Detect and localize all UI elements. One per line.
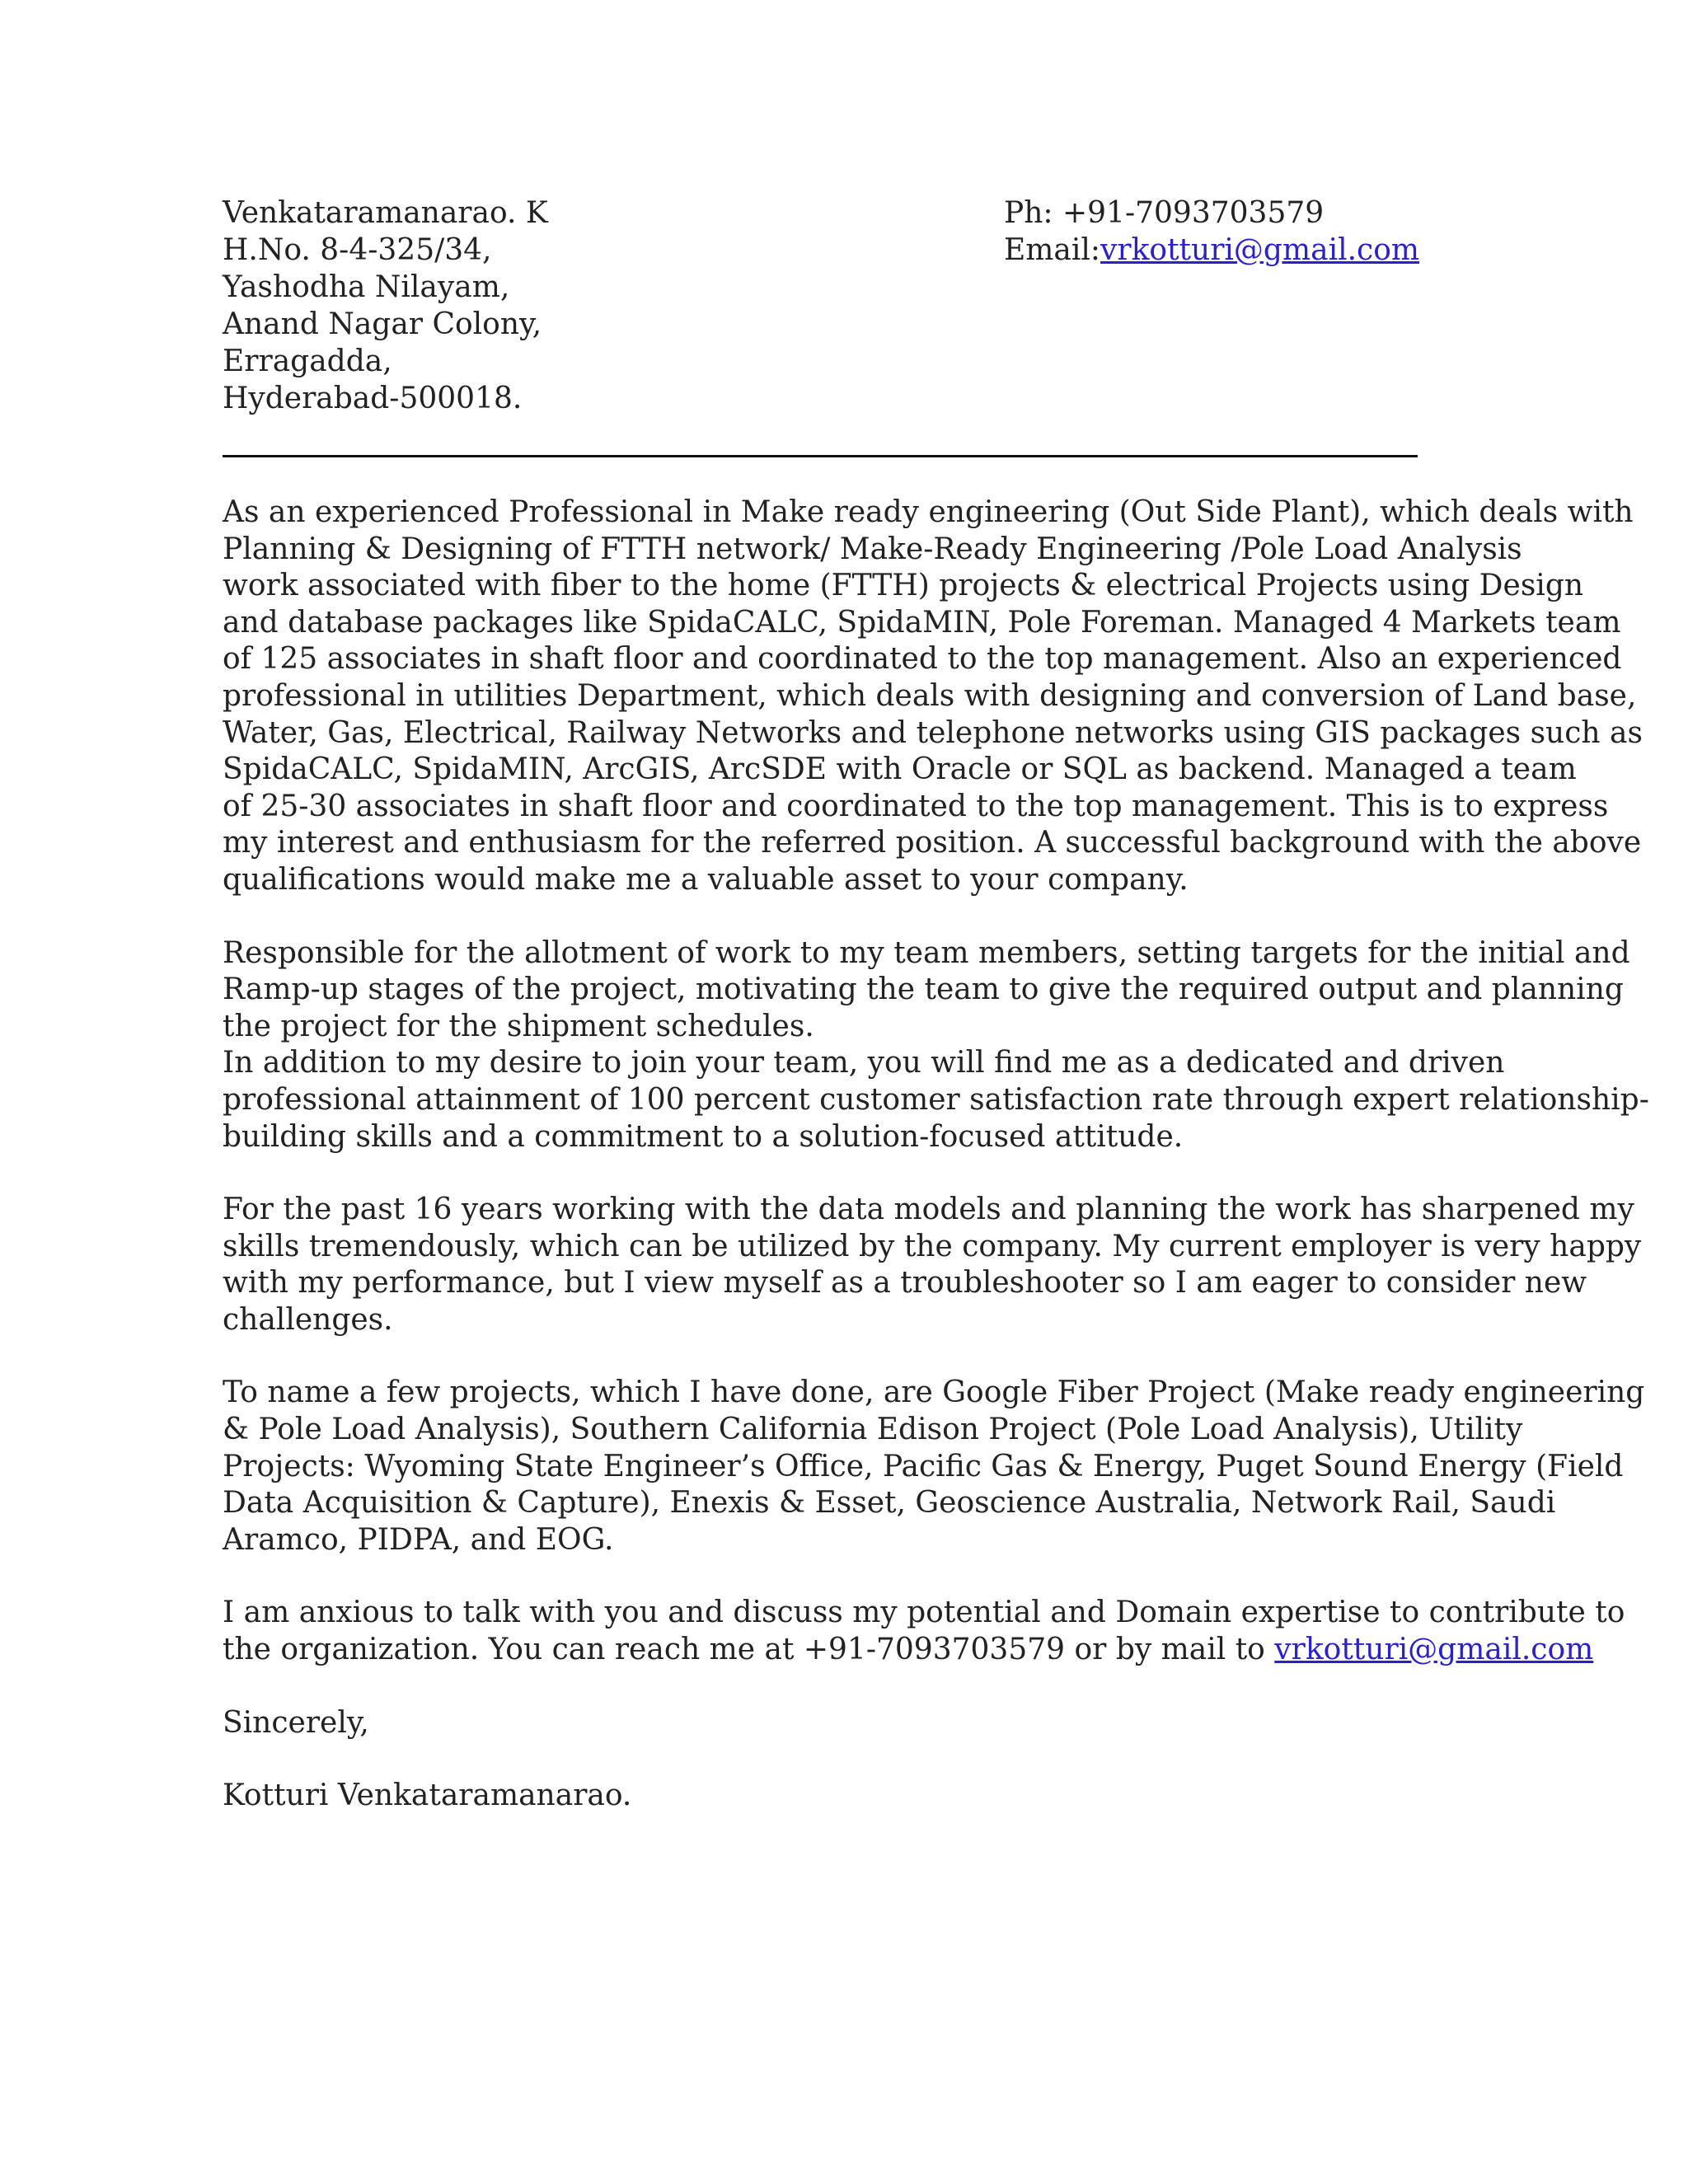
text-line: my interest and enthusiasm for the referred position. A successful background with the above	[223, 826, 1642, 860]
text-line	[223, 1632, 1594, 1669]
address-line: Anand Nagar Colony,	[223, 307, 542, 341]
text-line: and database packages like SpidaCALC, SpidaMIN, Pole Foreman. Managed 4 Markets team	[223, 605, 1621, 640]
phone-number: Ph: +91-7093703579	[1004, 196, 1325, 230]
text-line: the project for the shipment schedules.	[223, 1009, 814, 1043]
text-line: professional attainment of 100 percent customer satisfaction rate through expert relationship-	[223, 1082, 1649, 1117]
address-line: Venkataramanarao. K	[223, 196, 548, 230]
text-line: To name a few projects, which I have done, are Google Fiber Project (Make ready engineering	[223, 1376, 1645, 1410]
text-line: For the past 16 years working with the data models and planning the work has sharpened my	[223, 1193, 1634, 1227]
header-divider	[223, 455, 1418, 457]
text-line: qualifications would make me a valuable asset to your company.	[223, 862, 1189, 897]
paragraph-intro	[223, 494, 1643, 899]
text-line: Responsible for the allotment of work to my team members, setting targets for the initial and	[223, 935, 1630, 970]
paragraph-dedication	[223, 1045, 1649, 1155]
text-line: building skills and a commitment to a solution-focused attitude.	[223, 1119, 1184, 1154]
signature-name: Kotturi Venkataramanarao.	[223, 1779, 632, 1813]
closing	[223, 1705, 1426, 1742]
text-line: Data Acquisition & Capture), Enexis & Esset, Geoscience Australia, Network Rail, Saudi	[223, 1486, 1556, 1521]
text-line: with my performance, but I view myself as a troubleshooter so I am eager to consider new	[223, 1266, 1587, 1301]
address-line: Erragadda,	[223, 344, 392, 378]
contact-text: the organization. You can reach me at +91-7093703579 or by mail to	[223, 1633, 1275, 1667]
text-line: Ramp-up stages of the project, motivating the team to give the required output and planning	[223, 972, 1624, 1007]
paragraph-contact	[223, 1595, 1625, 1668]
text-line: work associated with fiber to the home (FTTH) projects & electrical Projects using Design	[223, 569, 1584, 603]
text-line: & Pole Load Analysis), Southern California Edison Project (Pole Load Analysis), Utility	[223, 1413, 1523, 1447]
address-line: Hyderabad-500018.	[223, 382, 523, 415]
text-line: of 125 associates in shaft floor and coordinated to the top management. Also an experienced	[223, 642, 1622, 677]
email-link[interactable]: vrkotturi@gmail.com	[1100, 233, 1420, 267]
sender-address	[223, 194, 964, 417]
text-line: I am anxious to talk with you and discuss my potential and Domain expertise to contribute to	[223, 1596, 1625, 1630]
letter-body	[223, 494, 1649, 1815]
address-line: Yashodha Nilayam,	[223, 270, 510, 304]
text-line: professional in utilities Department, which deals with designing and conversion of Land base,	[223, 678, 1637, 713]
text-line: Water, Gas, Electrical, Railway Networks and telephone networks using GIS packages such as	[223, 715, 1643, 750]
email-label: Email:	[1004, 233, 1101, 267]
paragraph-responsibilities	[223, 935, 1630, 1046]
text-line: SpidaCALC, SpidaMIN, ArcGIS, ArcSDE with Oracle or SQL as backend. Managed a team	[223, 752, 1577, 787]
text-line: Projects: Wyoming State Engineer’s Office, Pacific Gas & Energy, Puget Sound Energy (Field	[223, 1449, 1624, 1483]
text-line: skills tremendously, which can be utilized by the company. My current employer is very happy	[223, 1229, 1642, 1263]
text-line: challenges.	[223, 1302, 393, 1337]
signature	[223, 1778, 1426, 1815]
paragraph-projects	[223, 1375, 1645, 1558]
paragraph-experience	[223, 1192, 1642, 1338]
text-line: In addition to my desire to join your team, you will find me as a dedicated and driven	[223, 1046, 1505, 1080]
text-line: Aramco, PIDPA, and EOG.	[223, 1522, 614, 1557]
text-line: As an experienced Professional in Make ready engineering (Out Side Plant), which deals with	[223, 495, 1634, 529]
contact-email-link[interactable]: vrkotturi@gmail.com	[1274, 1633, 1594, 1667]
text-line: of 25-30 associates in shaft floor and coordinated to the top management. This is to express	[223, 789, 1609, 823]
text-line: Planning & Designing of FTTH network/ Make-Ready Engineering /Pole Load Analysis	[223, 532, 1522, 566]
address-line: H.No. 8-4-325/34,	[223, 233, 492, 267]
closing-text: Sincerely,	[223, 1705, 369, 1740]
email-row	[1004, 232, 1498, 269]
sender-contact	[1004, 194, 1498, 269]
